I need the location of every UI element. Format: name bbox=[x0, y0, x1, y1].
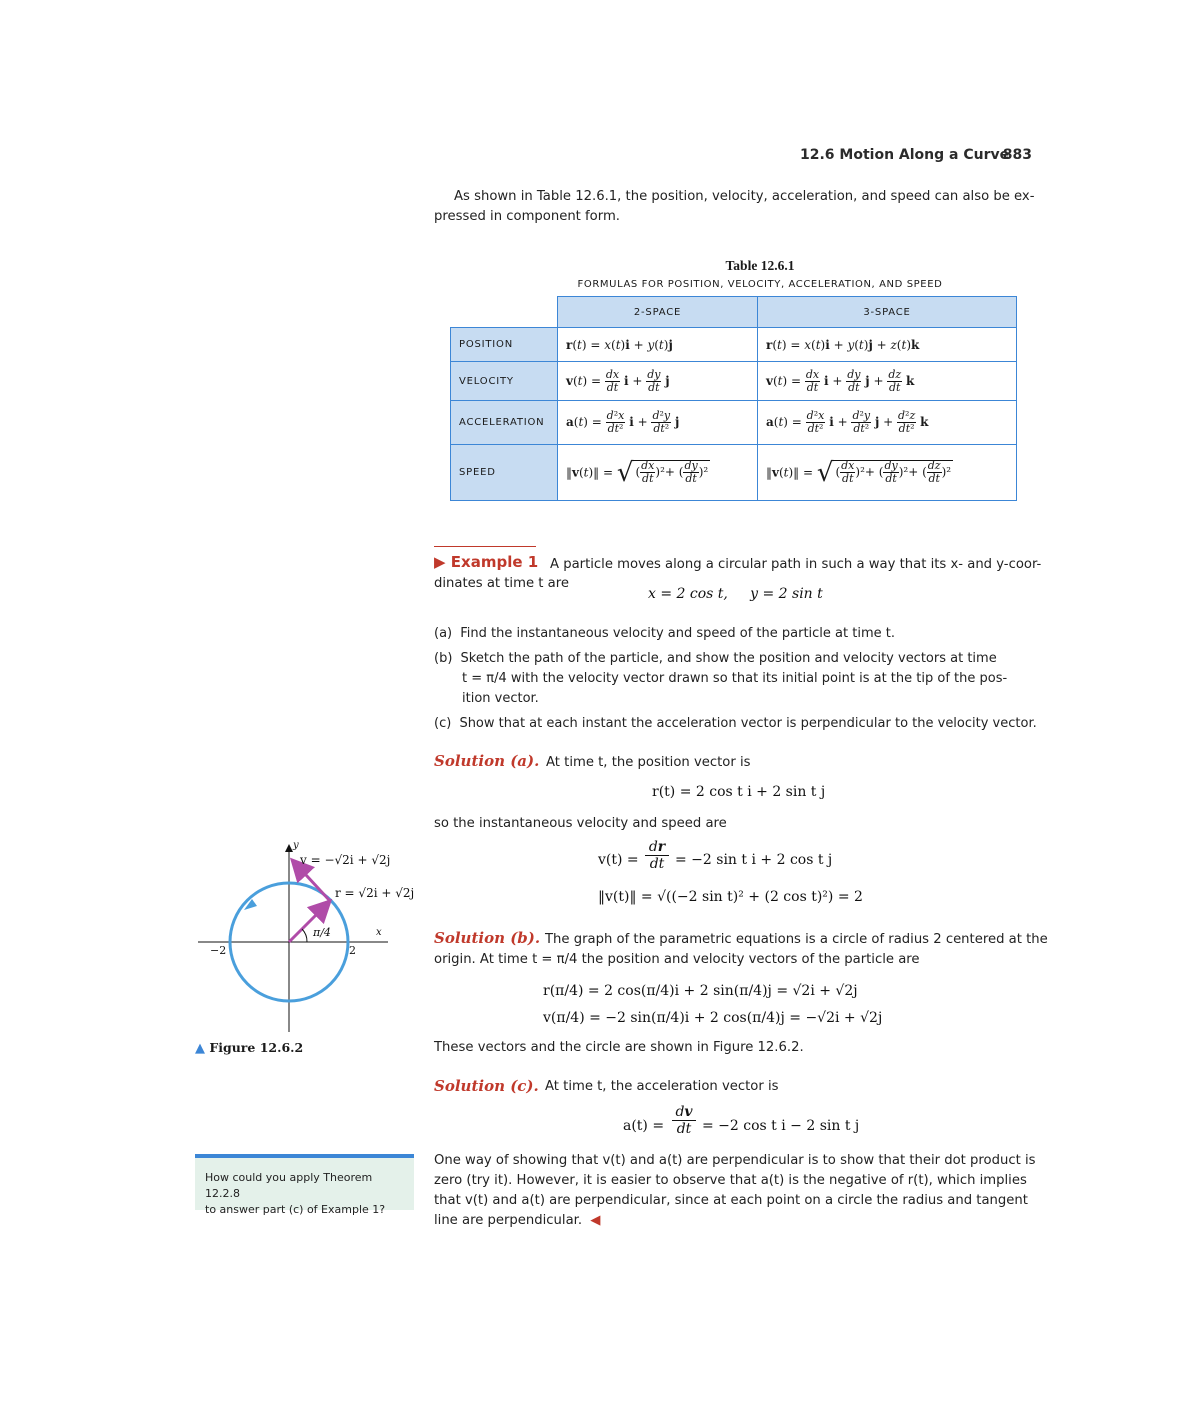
solution-b-closing: These vectors and the circle are shown in Figure 12.6.2. bbox=[434, 1040, 804, 1055]
part-b bbox=[434, 649, 997, 669]
solution-b-line-2: origin. At time t = π/4 the position and velocity vectors of the particle are bbox=[434, 952, 920, 967]
solution-a-mid: so the instantaneous velocity and speed are bbox=[434, 816, 727, 831]
cell-speed-2d: ‖v(t)‖ = √ ( $\frac{dx}{dt}$ )²+ ( $\frac{dy}{dt}$ )² bbox=[558, 445, 758, 501]
row-header-acceleration: ACCELERATION bbox=[451, 401, 558, 445]
tick-label-neg2: −2 bbox=[210, 944, 227, 957]
solution-c-text: At time t, the acceleration vector is bbox=[545, 1079, 779, 1094]
cell-acceleration-2d: a(t) = $\frac{\text{d²x}}{\text{dt²}}$ i + $\frac{\text{d²y}}{\text{dt²}}$ j bbox=[558, 401, 758, 445]
part-c-tag: (c) bbox=[434, 716, 452, 731]
velocity-label: v = −√2i + √2j bbox=[300, 853, 391, 867]
table-subtitle: FORMULAS FOR POSITION, VELOCITY, ACCELERATION, AND SPEED bbox=[577, 279, 943, 290]
angle-label: π/4 bbox=[313, 926, 331, 939]
part-b-text-3: ition vector. bbox=[462, 691, 539, 706]
col-header-2space: 2-SPACE bbox=[558, 297, 758, 328]
part-a bbox=[434, 624, 895, 644]
example-heading bbox=[434, 553, 538, 571]
dv-dt-fraction: dv dt bbox=[672, 1104, 696, 1137]
running-head bbox=[800, 147, 1032, 163]
figure-caption-text: Figure 12.6.2 bbox=[209, 1040, 304, 1055]
figure-caption bbox=[195, 1040, 303, 1056]
example-rule bbox=[434, 546, 536, 547]
velocity-vector bbox=[294, 862, 330, 901]
example-text-1: A particle moves along a circular path in such a way that its x- and y-coor- bbox=[550, 557, 1042, 572]
solution-c-eq-right: = −2 cos t i − 2 sin t j bbox=[702, 1118, 860, 1134]
table-title: Table 12.6.1 bbox=[725, 258, 795, 273]
margin-note-line-1: How could you apply Theorem 12.2.8 bbox=[205, 1171, 373, 1200]
part-c bbox=[434, 714, 1037, 734]
formula-table bbox=[450, 296, 1017, 501]
solution-b-line-1: The graph of the parametric equations is a circle of radius 2 centered at the bbox=[545, 932, 1048, 947]
cell-position-3d: r(t) = x(t)i + y(t)j + z(t)k bbox=[758, 328, 1017, 362]
intro-line-2: pressed in component form. bbox=[434, 209, 620, 224]
part-b-tag: (b) bbox=[434, 651, 453, 666]
row-header-position: POSITION bbox=[451, 328, 558, 362]
page-number: 883 bbox=[1002, 147, 1032, 163]
margin-note-line-2: to answer part (c) of Example 1? bbox=[205, 1203, 386, 1216]
tick-label-2: 2 bbox=[349, 944, 356, 957]
solution-b-eq-1: r(π/4) = 2 cos(π/4)i + 2 sin(π/4)j = √2i + √2j bbox=[543, 983, 858, 999]
figure-circle-diagram bbox=[190, 838, 430, 1038]
x-axis-label: x bbox=[376, 927, 382, 938]
cell-velocity-2d: v(t) = $\frac{dx}{dt}$ i + $\frac{dy}{dt}$ j bbox=[558, 362, 758, 401]
part-b-text-1: Sketch the path of the particle, and show the position and velocity vectors at time bbox=[460, 651, 997, 666]
col-header-3space: 3-SPACE bbox=[758, 297, 1017, 328]
solution-a-eq-v-left: v(t) = bbox=[598, 852, 639, 868]
solution-a-eq-speed: ‖v(t)‖ = √((−2 sin t)² + (2 cos t)²) = 2 bbox=[598, 889, 863, 905]
solution-a-label: Solution (a). bbox=[434, 752, 540, 770]
cell-velocity-3d: v(t) = $\frac{dx}{dt}$ i + $\frac{dy}{dt}$ j + $\frac{dz}{dt}$ k bbox=[758, 362, 1017, 401]
margin-note bbox=[195, 1154, 414, 1216]
solution-b-label: Solution (b). bbox=[434, 929, 541, 947]
example-text-2: dinates at time t are bbox=[434, 576, 569, 591]
part-c-text: Show that at each instant the acceleration vector is perpendicular to the velocity vector. bbox=[459, 716, 1037, 731]
solution-a-eq-v-right: = −2 sin t i + 2 cos t j bbox=[675, 852, 833, 868]
end-of-example-icon: ◀ bbox=[590, 1213, 601, 1228]
solution-c-line-4 bbox=[434, 1211, 600, 1232]
part-a-tag: (a) bbox=[434, 626, 453, 641]
solution-b-eq-2: v(π/4) = −2 sin(π/4)i + 2 cos(π/4)j = −√2i + √2j bbox=[543, 1010, 883, 1026]
example-equation: x = 2 cos t, y = 2 sin t bbox=[648, 586, 823, 602]
caption-triangle-icon: ▲ bbox=[195, 1041, 205, 1056]
example-label: Example 1 bbox=[450, 553, 539, 571]
row-header-velocity: VELOCITY bbox=[451, 362, 558, 401]
solution-c-line-3: that v(t) and a(t) are perpendicular, since at each point on a circle the radius and tangent bbox=[434, 1193, 1028, 1208]
table-corner bbox=[451, 297, 558, 328]
cell-speed-3d: ‖v(t)‖ = √ ( $\frac{dx}{dt}$ )²+ ( $\frac{dy}{dt}$ )²+ ( $\frac{dz}{dt}$ )² bbox=[758, 445, 1017, 501]
solution-c-line-4-text: line are perpendicular. bbox=[434, 1213, 583, 1228]
position-label: r = √2i + √2j bbox=[335, 886, 415, 900]
solution-c-eq-left: a(t) = bbox=[623, 1118, 665, 1134]
section-title: 12.6 Motion Along a Curve bbox=[800, 147, 1010, 163]
solution-c-line-2: zero (try it). However, it is easier to observe that a(t) is the negative of r(t), which implies bbox=[434, 1173, 1027, 1188]
y-axis-label: y bbox=[293, 840, 299, 851]
solution-c-line-1: One way of showing that v(t) and a(t) are perpendicular is to show that their dot product is bbox=[434, 1153, 1036, 1168]
solution-a-text: At time t, the position vector is bbox=[546, 755, 751, 770]
solution-a-eq-r: r(t) = 2 cos t i + 2 sin t j bbox=[652, 784, 826, 800]
angle-arc bbox=[302, 929, 307, 942]
dr-dt-fraction: dr dt bbox=[645, 839, 669, 872]
cell-acceleration-3d: a(t) = $\frac{\text{d²x}}{\text{dt²}}$ i + $\frac{\text{d²y}}{\text{dt²}}$ j + $\frac{\text{d²z}}{\text{dt²}}$ k bbox=[758, 401, 1017, 445]
part-b-text-2: t = π/4 with the velocity vector drawn so that its initial point is at the tip of the pos- bbox=[462, 671, 1008, 686]
solution-c-label: Solution (c). bbox=[434, 1077, 539, 1095]
example-triangle-icon: ▶ bbox=[434, 553, 446, 571]
cell-position-2d: r(t) = x(t)i + y(t)j bbox=[558, 328, 758, 362]
part-a-text: Find the instantaneous velocity and speed of the particle at time t. bbox=[460, 626, 895, 641]
intro-line-1: As shown in Table 12.6.1, the position, velocity, acceleration, and speed can also be ex- bbox=[454, 189, 1035, 204]
row-header-speed: SPEED bbox=[451, 445, 558, 501]
